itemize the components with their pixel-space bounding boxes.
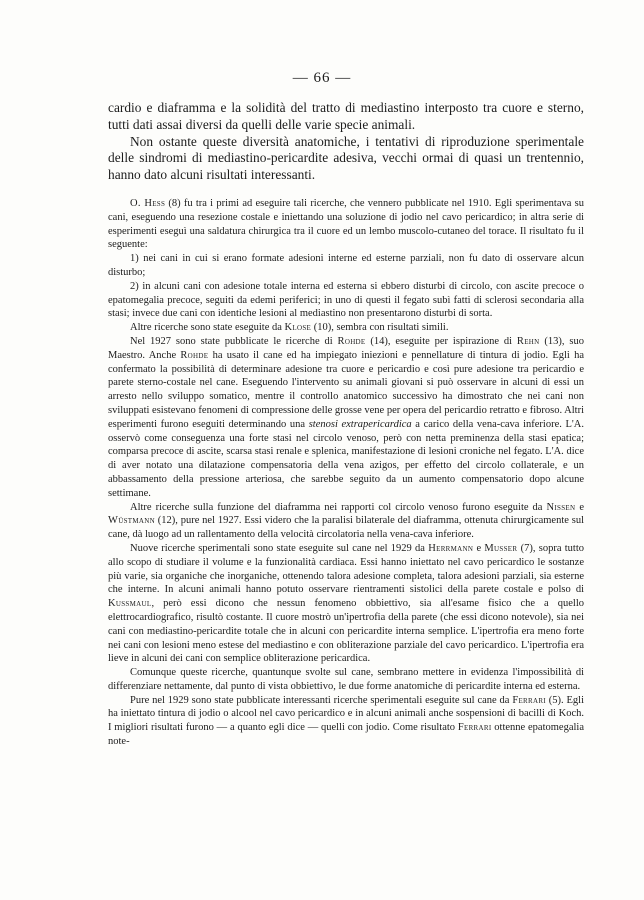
- text-segment: ottenne epatomegalia note-: [108, 722, 584, 748]
- text-segment: Pure nel 1929 sono state pubblicate interessanti ricerche sperimentali eseguite sul cane da: [130, 694, 513, 706]
- paragraph-ferrari: [108, 694, 584, 749]
- text-segment: , però essi dicono che nessun fenomeno obbiettivo, sia all'esame fisico che a quello elettrocardiografico, risultò costante. Il cuore mostrò un'ipertrofia della parete (che essi dicono notevole), sia nei cani con mediastino-pericardite totale che in alcuni con pericardite interna semplice. L'ipertrofia era meno forte nei cani con lesioni meno estese del mediastino e con obliterazione parziale del cavo pericardico. L'ipertrofia era lieve in alcuni dei cani con semplice obliterazione pericardica.: [108, 598, 584, 665]
- paragraph-intro: Non ostante queste diversità anatomiche, i tentativi di riproduzione sperimentale delle sindromi di mediastino-pericardite adesiva, vecchi ormai di quasi un trentennio, hanno dato alcuni risultati interessanti.: [108, 133, 584, 183]
- text-segment: a carico della vena-cava inferiore. L'A. osservò come conseguenza una forte stasi nel circolo venoso, però con netta preminenza della stasi epatica; comparsa precoce di ascite, scarsa stasi renale e splenica, manifestazione di lesioni croniche nel fegato. L'A. dice di aver notato una dilatazione compensatoria della vena azigos, per effetto del circolo collaterale, e un abbassamento della pressione arteriosa, che sarebbe seguito da un aumento compensatorio dopo alcune settimane.: [108, 418, 585, 499]
- text-segment: Nel 1927 sono state pubblicate le ricerche di: [130, 335, 338, 347]
- text-segment: (10), sembra con risultati simili.: [311, 322, 449, 334]
- text-segment: (13), suo Maestro. Anche: [108, 335, 584, 361]
- author-name: Klose: [284, 322, 312, 334]
- intro-section: [108, 100, 584, 184]
- italic-term: stenosi extrapericardica: [308, 418, 412, 430]
- page-number: — 66 —: [292, 70, 352, 86]
- author-name: Wüstmann: [108, 515, 155, 527]
- author-name: Nissen: [546, 501, 576, 513]
- author-name: Rehn: [516, 335, 540, 347]
- author-name: Kussmaul: [108, 598, 152, 610]
- author-name: Ferrari: [457, 722, 492, 734]
- author-name: Rohde: [337, 335, 366, 347]
- paragraph-conclusion: [108, 666, 584, 694]
- main-text: [108, 197, 584, 749]
- text-segment: Comunque queste ricerche, quantunque svolte sul cane, sembrano mettere in evidenza l'impossibilità di differenziare nettamente, dal punto di vista obbiettivo, le due forme anatomiche di pericardite interna ed esterna.: [108, 667, 584, 692]
- author-name: O. Hess: [130, 198, 166, 209]
- paragraph-hess: [108, 197, 584, 252]
- paragraph-herrmann: [108, 542, 584, 666]
- paragraph-nissen: [108, 501, 584, 542]
- paragraph-rohde: [108, 335, 584, 501]
- text-segment: Altre ricerche sono state eseguite da: [130, 322, 285, 334]
- text-segment: ha usato il cane ed ha impiegato iniezioni e pennellature di tintura di jodio. Egli ha confermato la possibilità di determinare adesione tra cuore e pericardio e così pure adesione tra pericardio e parete sterno-costale nel cane. Eseguendo l'intervento su animali giovani si può osservare in alcuni di essi un arresto nello sviluppo somatico, mentre il controllo anatomico successivo ha dimostrato che nei cani non sviluppati esistevano fenomeni di compressione delle grosse vene per opera del pericardio retratto e fibroso. Altri esperimenti furono eseguiti determinando una: [108, 349, 584, 430]
- text-segment: e: [575, 501, 584, 513]
- paragraph-continuation: cardio e diaframma e la solidità del tratto di mediastino interposto tra cuore e sterno, tutti dati assai diversi da quelli delle varie specie animali.: [108, 100, 584, 132]
- paragraph-result-1: 1) nei cani in cui si erano formate adesioni interne ed esterne parziali, non fu dato di osservare alcun disturbo;: [108, 253, 584, 278]
- paragraph-result-2: 2) in alcuni cani con adesione totale interna ed esterna si ebbero disturbi di circolo, con ascite precoce o epatomegalia precoce, seguiti da edemi periferici; in uno di questi il fegato subì fatti di sclerosi secondaria alla stasi; invece due cani con identiche lesioni al mediastino non presentarono disturbi di sorta.: [108, 280, 584, 320]
- author-name: Musser: [484, 542, 518, 554]
- text-segment: (14), eseguite per ispirazione di: [365, 335, 517, 347]
- paragraph-text: (8) fu tra i primi ad eseguire tali ricerche, che vennero pubblicate nel 1910. Egli sperimentava su cani, eseguendo una resezione costale e iniettando una soluzione di jodio nel cavo pericardico; in altra serie di esperimenti eseguì una saldatura chirurgica tra il cuore ed un lembo muscolo-cutaneo del torace. Il risultato fu il seguente:: [108, 198, 584, 251]
- text-segment: (7), sopra tutto allo scopo di studiare il volume e la funzionalità cardiaca. Essi hanno iniettato nel cavo pericardico le sostanze più varie, sia organiche che inorganiche, ottenendo talora adesione completa, talora adesioni parziali, sia esterne che interne. In alcuni animali hanno potuto osservare rientramenti sistolici della parete costale e polso di: [108, 542, 584, 596]
- text-segment: (12), pure nel 1927. Essi videro che la paralisi bilaterale del diaframma, ottenuta chirurgicamente sul cane, dà luogo ad un rallentamento della velocità circolatoria nella vena-cava inferiore.: [108, 515, 584, 541]
- author-name: Herrmann: [428, 542, 474, 554]
- author-name: Rohde: [180, 349, 209, 361]
- text-segment: Altre ricerche sulla funzione del diaframma nei rapporti col circolo venoso furono eseguite da: [130, 501, 547, 513]
- text-segment: Nuove ricerche sperimentali sono state eseguite sul cane nel 1929 da: [130, 542, 429, 554]
- text-segment: e: [473, 542, 485, 554]
- author-name: Ferrari: [512, 694, 546, 706]
- paragraph-klose: [108, 321, 584, 335]
- text-segment: (5). Egli ha iniettato tintura di jodio o alcool nel cavo pericardico e in alcuni animali anche sospensioni di bacilli di Koch. I migliori risultati furono — a quanto egli dice — quelli con jodio. Come risultato: [108, 694, 584, 734]
